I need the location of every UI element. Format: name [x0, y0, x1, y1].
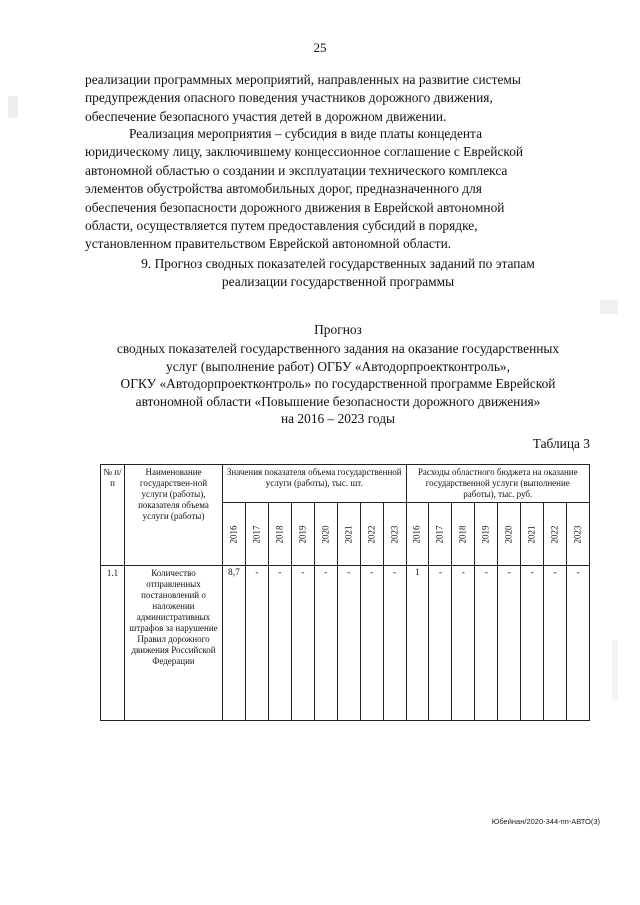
- year-header: 2023: [383, 503, 406, 566]
- volume-value: -: [314, 566, 337, 721]
- year-header: 2022: [544, 503, 567, 566]
- scan-artifact: [600, 300, 618, 314]
- expense-value: -: [544, 566, 567, 721]
- section-heading-line: 9. Прогноз сводных показателей государственных заданий по этапам: [141, 256, 535, 271]
- expense-value: -: [521, 566, 544, 721]
- table-row: [101, 566, 590, 721]
- expense-value: 1: [406, 566, 429, 721]
- header-expenses: Расходы областного бюджета на оказание государственной услуги (выполнение работы), тыс. руб.: [406, 465, 590, 503]
- section-heading-line: реализации государственной программы: [221, 274, 455, 290]
- paragraph-line: установленном правительством Еврейской автономной области.: [85, 236, 452, 252]
- volume-value: -: [268, 566, 291, 721]
- paragraph-line: обеспечения безопасности дорожного движения в Еврейской автономной: [85, 199, 505, 215]
- year-header: 2016: [223, 503, 246, 566]
- year-header: 2021: [337, 503, 360, 566]
- forecast-subtitle: [85, 340, 591, 428]
- header-name: Наименование государствен-ной услуги (работы), показателя объема услуги (работы): [125, 465, 223, 566]
- paragraph-subsidy: [85, 125, 591, 254]
- paragraph-intro: [85, 71, 591, 126]
- year-header: 2018: [268, 503, 291, 566]
- paragraph-line: юридическому лицу, заключившему концессионное соглашение с Еврейской: [85, 144, 524, 160]
- forecast-subtitle-line: ОГКУ «Автодорпроектконтроль» по государственной программе Еврейской: [120, 376, 556, 392]
- year-header: 2019: [291, 503, 314, 566]
- section-heading: [85, 255, 591, 292]
- table-header-row: [101, 465, 590, 503]
- year-header: 2020: [314, 503, 337, 566]
- scan-artifact: [8, 96, 18, 118]
- volume-value: -: [360, 566, 383, 721]
- scan-artifact: [612, 640, 618, 700]
- header-num: № п/п: [101, 465, 125, 566]
- expense-value: -: [429, 566, 452, 721]
- row-num: 1.1: [101, 566, 125, 721]
- year-header: 2016: [406, 503, 429, 566]
- forecast-subtitle-line: услуг (выполнение работ) ОГБУ «Автодорпроектконтроль»,: [166, 358, 510, 374]
- expense-value: -: [452, 566, 475, 721]
- forecast-subtitle-line: автономной области «Повышение безопасности дорожного движения»: [135, 393, 541, 409]
- paragraph-line: реализации программных мероприятий, направленных на развитие системы: [85, 72, 521, 87]
- page-number: 25: [313, 40, 327, 55]
- volume-value: -: [383, 566, 406, 721]
- year-header: 2019: [475, 503, 498, 566]
- paragraph-line: области, осуществляется путем предоставления субсидий в порядке,: [85, 218, 478, 234]
- forecast-subtitle-line: сводных показателей государственного задания на оказание государственных: [116, 341, 560, 356]
- year-header: 2020: [498, 503, 521, 566]
- paragraph-line: предупреждения опасного поведения участников дорожного движения,: [85, 90, 493, 106]
- paragraph-line: автономной областью о создании и эксплуатации технического комплекса: [85, 162, 508, 178]
- volume-value: 8,7: [223, 566, 246, 721]
- year-header: 2023: [567, 503, 590, 566]
- year-header: 2018: [452, 503, 475, 566]
- expense-value: -: [498, 566, 521, 721]
- volume-value: -: [291, 566, 314, 721]
- paragraph-line: элементов обустройства автомобильных дорог, предназначенного для: [85, 181, 482, 197]
- row-name: Количество отправленных постановлений о наложении административных штрафов за нарушение Правил дорожного движения Российской Федерации: [125, 566, 223, 721]
- forecast-table: [100, 464, 590, 721]
- year-header: 2022: [360, 503, 383, 566]
- expense-value: -: [475, 566, 498, 721]
- expense-value: -: [567, 566, 590, 721]
- forecast-title: Прогноз: [314, 322, 362, 337]
- year-header: 2017: [245, 503, 268, 566]
- header-volume: Значения показателя объема государственной услуги (работы), тыс. шт.: [223, 465, 407, 503]
- volume-value: -: [337, 566, 360, 721]
- volume-value: -: [245, 566, 268, 721]
- paragraph-line: Реализация мероприятия – субсидия в виде платы концедента: [129, 126, 483, 141]
- year-header: 2021: [521, 503, 544, 566]
- table-label: Таблица 3: [532, 436, 590, 451]
- forecast-subtitle-line: на 2016 – 2023 годы: [280, 411, 396, 427]
- year-header: 2017: [429, 503, 452, 566]
- paragraph-line: обеспечение безопасного участия детей в дорожном движении.: [85, 108, 447, 124]
- document-code: Юбейнан/2020-344-пп-АВТО(3): [491, 817, 600, 826]
